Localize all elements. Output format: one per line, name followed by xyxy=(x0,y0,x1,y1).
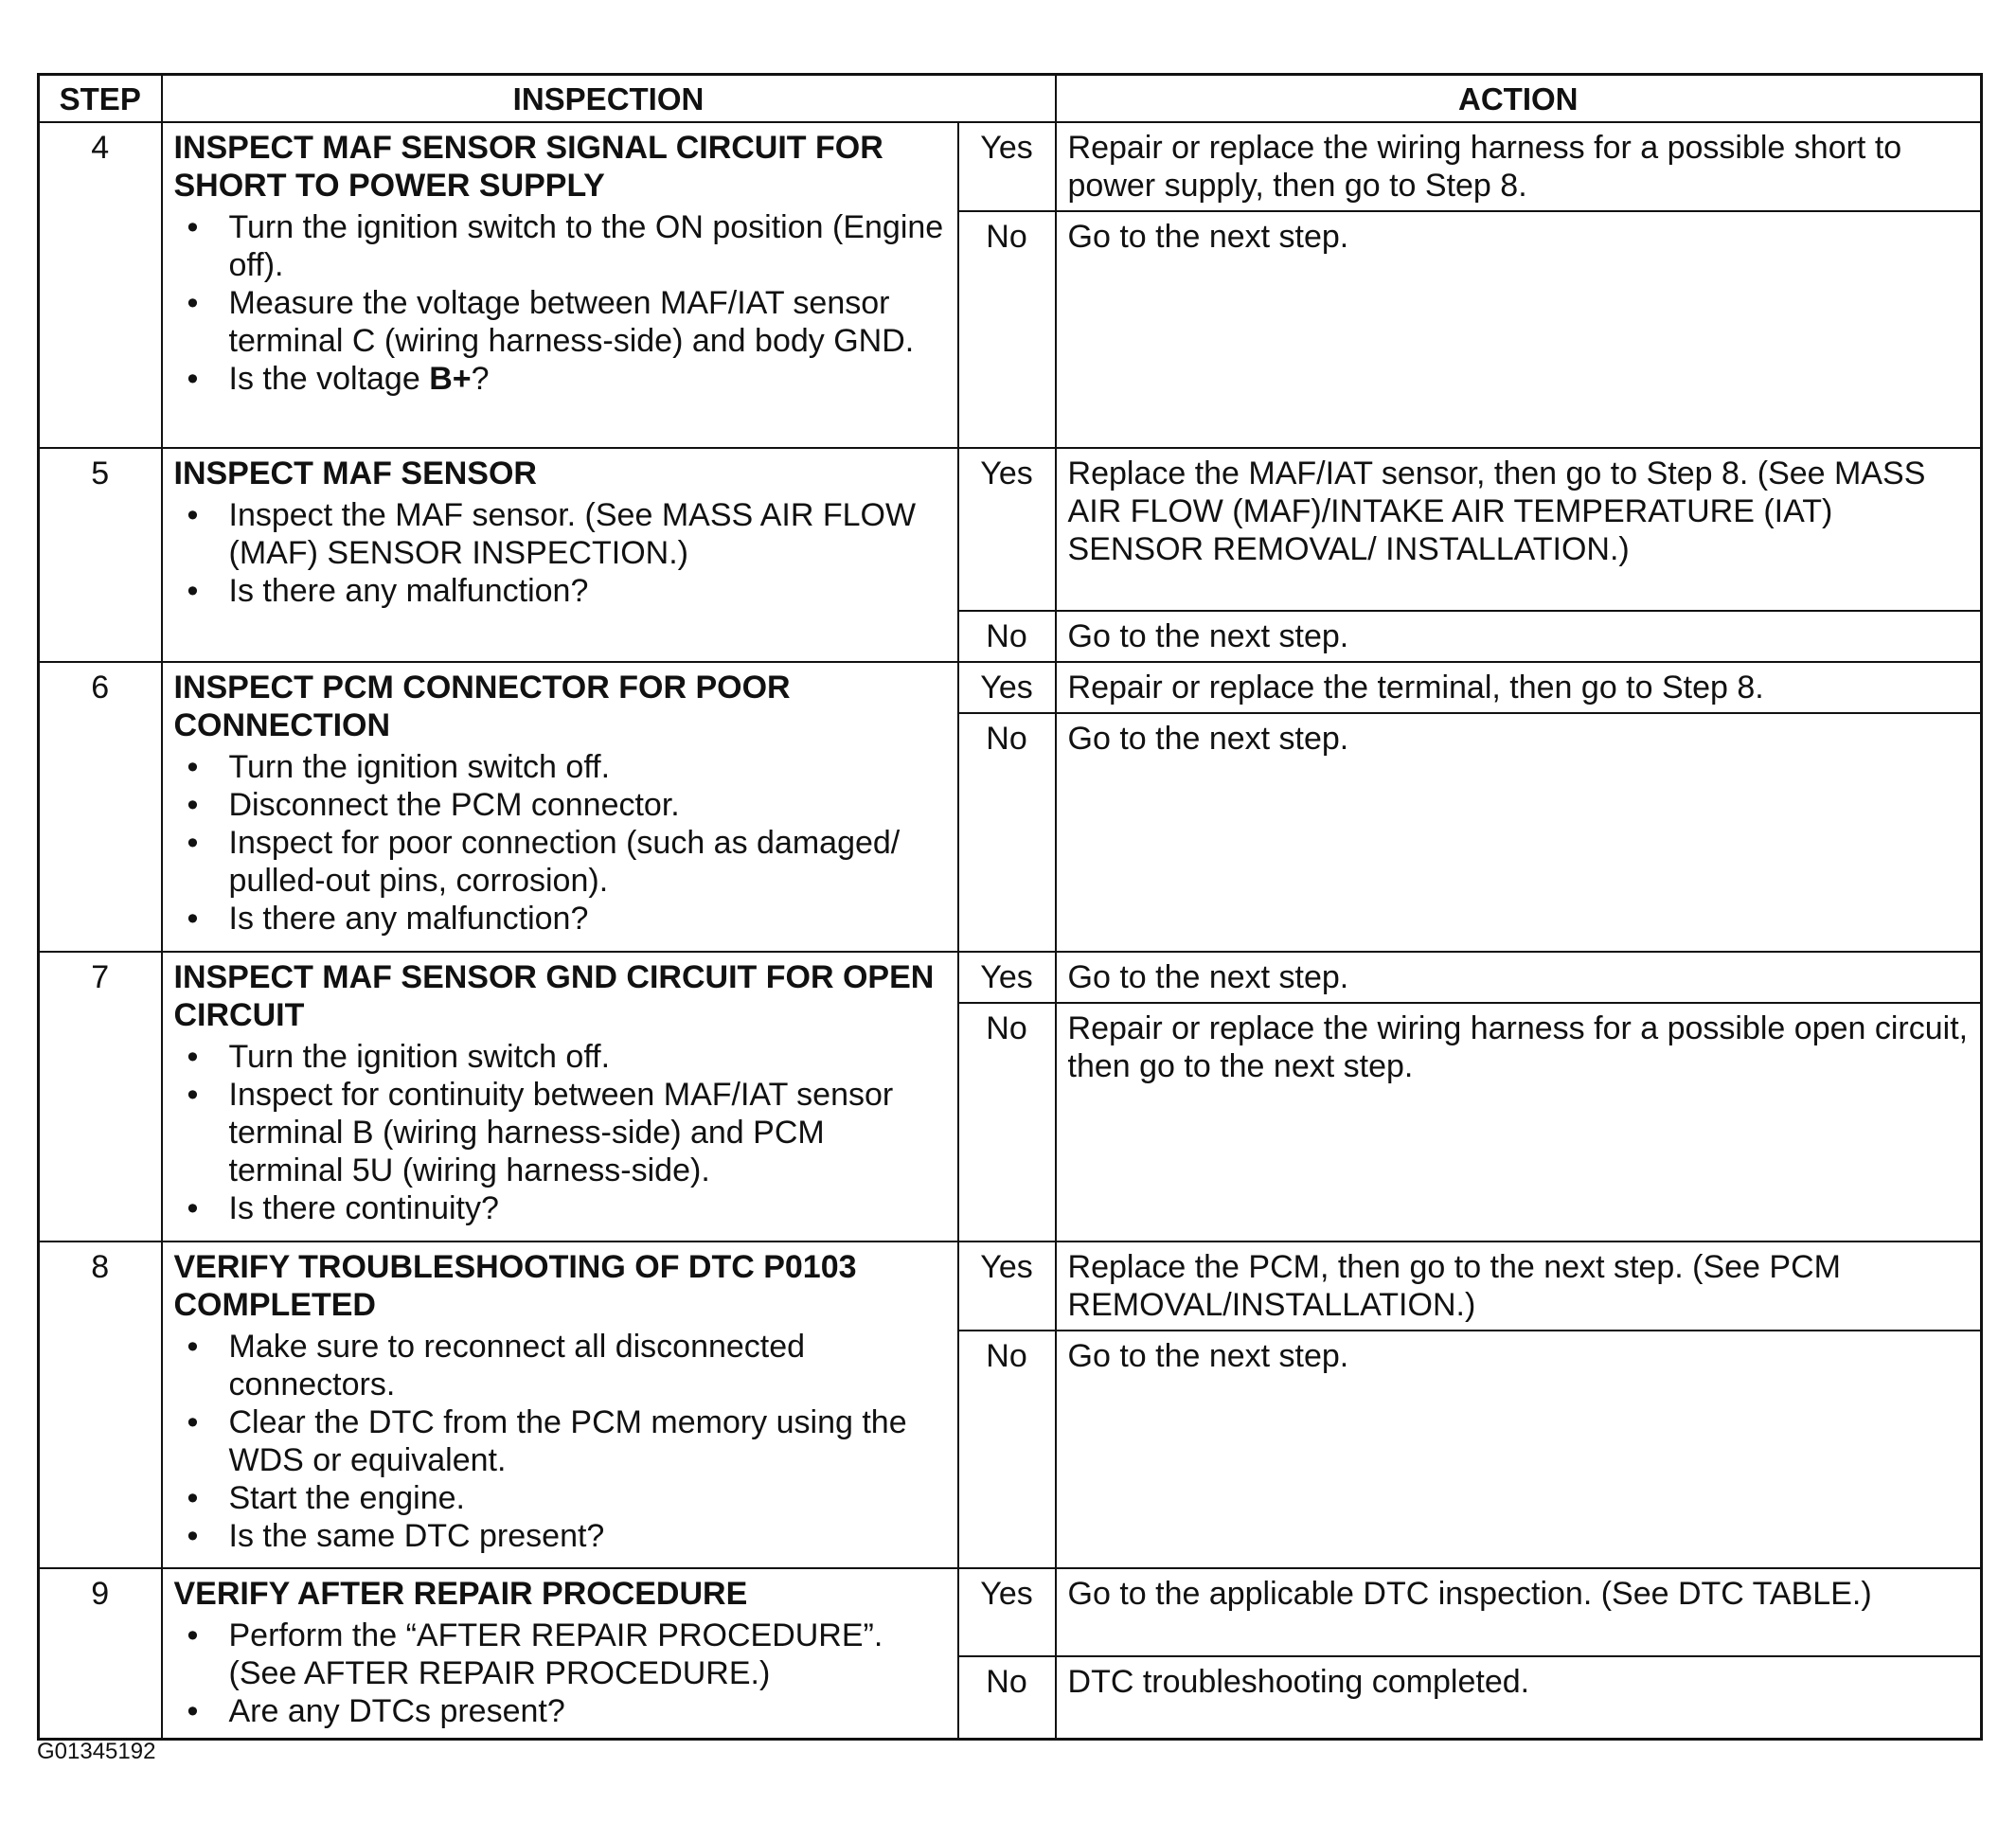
list-item: • Are any DTCs present? xyxy=(174,1692,948,1730)
inspection-bullets xyxy=(174,1038,948,1227)
step-number: 7 xyxy=(39,952,162,1242)
yes-action: Go to the next step. xyxy=(1056,952,1982,1003)
list-item: • Inspect the MAF sensor. (See MASS AIR FLOW (MAF) SENSOR INSPECTION.) xyxy=(174,496,948,572)
question-suffix: ? xyxy=(471,361,490,397)
table-row xyxy=(39,952,1982,1003)
inspection-heading: INSPECT MAF SENSOR SIGNAL CIRCUIT FOR SHORT TO POWER SUPPLY xyxy=(173,130,883,204)
list-item: • Inspect for continuity between MAF/IAT sensor terminal B (wiring harness-side) and PCM terminal 5U (wiring harness-side). xyxy=(174,1076,948,1189)
list-item: • Turn the ignition switch off. xyxy=(174,748,948,786)
no-label: No xyxy=(958,1003,1056,1242)
list-item: • Start the engine. xyxy=(174,1479,948,1517)
yes-action: Go to the applicable DTC inspection. (See DTC TABLE.) xyxy=(1056,1568,1982,1656)
yes-label: Yes xyxy=(958,662,1056,713)
no-action: Go to the next step. xyxy=(1056,211,1982,448)
list-item: • Perform the “AFTER REPAIR PROCEDURE”. (See AFTER REPAIR PROCEDURE.) xyxy=(174,1617,948,1692)
no-label: No xyxy=(958,1656,1056,1739)
step-number: 9 xyxy=(39,1568,162,1739)
no-action: Go to the next step. xyxy=(1056,611,1982,662)
step-number: 6 xyxy=(39,662,162,952)
header-action: ACTION xyxy=(1056,75,1982,123)
header-inspection: INSPECTION xyxy=(162,75,1056,123)
list-item: • Disconnect the PCM connector. xyxy=(174,786,948,824)
yes-action: Replace the MAF/IAT sensor, then go to Step 8. (See MASS AIR FLOW (MAF)/INTAKE AIR TEMPERATURE (IAT) SENSOR REMOVAL/ INSTALLATION.) xyxy=(1056,448,1982,611)
question-text: Is the voltage xyxy=(228,361,430,397)
list-item: • Make sure to reconnect all disconnected connectors. xyxy=(174,1328,948,1403)
header-step: STEP xyxy=(39,75,162,123)
list-item: • Is there any malfunction? xyxy=(174,572,948,610)
inspection-heading: INSPECT MAF SENSOR xyxy=(173,456,537,491)
inspection-heading: VERIFY TROUBLESHOOTING OF DTC P0103 COMPLETED xyxy=(173,1249,857,1323)
yes-action: Repair or replace the wiring harness for a possible short to power supply, then go to Step 8. xyxy=(1056,122,1982,211)
figure-id: G01345192 xyxy=(37,1739,156,1764)
table-row xyxy=(39,122,1982,211)
inspection-heading: INSPECT MAF SENSOR GND CIRCUIT FOR OPEN CIRCUIT xyxy=(173,959,935,1033)
inspection-heading: INSPECT PCM CONNECTOR FOR POOR CONNECTION xyxy=(173,670,791,743)
step-number: 8 xyxy=(39,1242,162,1568)
no-action: DTC troubleshooting completed. xyxy=(1056,1656,1982,1739)
inspection-cell xyxy=(162,952,958,1242)
inspection-bullets xyxy=(174,1617,948,1730)
inspection-bullets xyxy=(174,1328,948,1555)
step-number: 5 xyxy=(39,448,162,662)
diagnostic-table xyxy=(37,73,1983,1741)
question-bold-value: B+ xyxy=(429,361,472,397)
yes-label: Yes xyxy=(958,1568,1056,1656)
yes-label: Yes xyxy=(958,1242,1056,1331)
table-row xyxy=(39,662,1982,713)
step-number: 4 xyxy=(39,122,162,448)
list-item: • Is there any malfunction? xyxy=(174,900,948,938)
diagnostic-table-container xyxy=(37,73,1980,1741)
table-header-row xyxy=(39,75,1982,123)
no-action: Repair or replace the wiring harness for a possible open circuit, then go to the next step. xyxy=(1056,1003,1982,1242)
no-label: No xyxy=(958,1331,1056,1568)
inspection-bullets xyxy=(174,496,948,610)
inspection-heading: VERIFY AFTER REPAIR PROCEDURE xyxy=(173,1576,748,1612)
list-item: • Clear the DTC from the PCM memory using the WDS or equivalent. xyxy=(174,1403,948,1479)
no-label: No xyxy=(958,211,1056,448)
yes-label: Yes xyxy=(958,122,1056,211)
list-item: • Measure the voltage between MAF/IAT sensor terminal C (wiring harness-side) and body GND. xyxy=(174,284,948,360)
no-label: No xyxy=(958,611,1056,662)
inspection-cell xyxy=(162,1568,958,1739)
no-label: No xyxy=(958,713,1056,952)
inspection-cell xyxy=(162,448,958,662)
list-item xyxy=(174,360,948,398)
yes-action: Repair or replace the terminal, then go to Step 8. xyxy=(1056,662,1982,713)
no-action: Go to the next step. xyxy=(1056,713,1982,952)
table-row xyxy=(39,1568,1982,1656)
yes-label: Yes xyxy=(958,952,1056,1003)
list-item: • Inspect for poor connection (such as damaged/ pulled-out pins, corrosion). xyxy=(174,824,948,900)
list-item: • Turn the ignition switch to the ON position (Engine off). xyxy=(174,208,948,284)
yes-label: Yes xyxy=(958,448,1056,611)
inspection-cell xyxy=(162,662,958,952)
yes-action: Replace the PCM, then go to the next step. (See PCM REMOVAL/INSTALLATION.) xyxy=(1056,1242,1982,1331)
list-item: • Turn the ignition switch off. xyxy=(174,1038,948,1076)
inspection-cell xyxy=(162,122,958,448)
inspection-cell xyxy=(162,1242,958,1568)
inspection-bullets xyxy=(174,208,948,398)
list-item: • Is the same DTC present? xyxy=(174,1517,948,1555)
no-action: Go to the next step. xyxy=(1056,1331,1982,1568)
table-row xyxy=(39,1242,1982,1331)
list-item: • Is there continuity? xyxy=(174,1189,948,1227)
table-row xyxy=(39,448,1982,611)
inspection-bullets xyxy=(174,748,948,938)
